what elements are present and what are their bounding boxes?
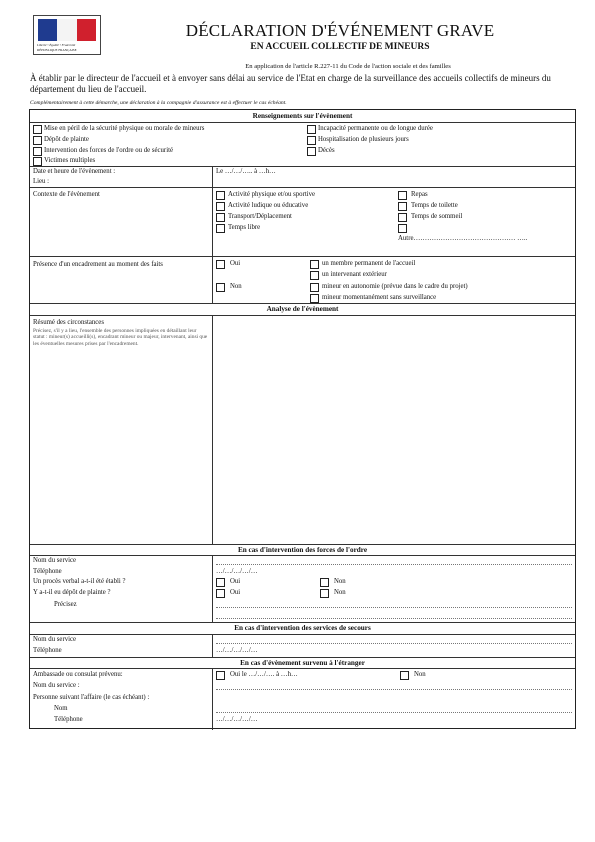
checkbox-mineur-sans-surveillance[interactable] <box>310 294 319 303</box>
etranger-nom-service-field[interactable] <box>216 689 572 690</box>
presence-label: Présence d'un encadrement au moment des faits <box>33 261 163 268</box>
logo-republic: RÉPUBLIQUE FRANÇAISE <box>37 48 77 52</box>
section-analyse-heading: Analyse de l'évènement <box>266 305 339 313</box>
resume-textarea[interactable] <box>214 317 574 542</box>
divider <box>30 256 575 257</box>
secours-telephone-label: Téléphone <box>33 647 62 654</box>
etranger-telephone-field[interactable]: …/…/…/…/… <box>216 716 258 723</box>
type-label: Hospitalisation de plusieurs jours <box>318 136 409 143</box>
type-label: Intervention des forces de l'ordre ou de sécurité <box>44 147 173 154</box>
section-forces-ordre-heading: En cas d'intervention des forces de l'ordre <box>237 546 368 554</box>
forces-telephone-label: Téléphone <box>33 568 62 575</box>
checkbox-membre-permanent[interactable] <box>310 260 319 269</box>
checkbox-contexte-temps-libre[interactable] <box>216 224 225 233</box>
presence-non-label: Non <box>230 283 242 290</box>
presence-option: un membre permanent de l'accueil <box>322 260 416 267</box>
checkbox-type-plainte[interactable] <box>33 136 42 145</box>
divider <box>30 303 575 304</box>
ambassade-question: Ambassade ou consulat prévenu: <box>33 671 123 678</box>
presence-oui-label: Oui <box>230 260 241 267</box>
page-title: DÉCLARATION D'ÉVÉNEMENT GRAVE <box>185 21 495 40</box>
divider <box>30 315 575 316</box>
contexte-option: Activité ludique ou éducative <box>228 202 309 209</box>
divider <box>30 634 575 635</box>
checkbox-type-intervention[interactable] <box>33 147 42 156</box>
checkbox-ambassade-non[interactable] <box>400 671 409 680</box>
column-divider <box>212 315 213 544</box>
type-label: Dépôt de plainte <box>44 136 89 143</box>
declaration-form <box>29 109 576 729</box>
precisez-field[interactable] <box>216 607 572 608</box>
forces-nom-service-label: Nom du service <box>33 557 77 564</box>
contexte-option: Temps libre <box>228 224 261 231</box>
checkbox-contexte-toilette[interactable] <box>398 202 407 211</box>
checkbox-type-incapacite[interactable] <box>307 125 316 134</box>
intro-text: À établir par le directeur de l'accueil et à envoyer sans délai au service de l'Etat en charge de la surveillance des accueils collectifs de mineurs du département du lieu de l'accueil. <box>30 73 551 94</box>
checkbox-type-hospitalisation[interactable] <box>307 136 316 145</box>
pv-question: Un procès verbal a-t-il été établi ? <box>33 578 126 585</box>
plainte-question: Y a-t-il eu dépôt de plainte ? <box>33 589 111 596</box>
secours-telephone-field[interactable]: …/…/…/…/… <box>216 647 258 654</box>
checkbox-intervenant-exterieur[interactable] <box>310 271 319 280</box>
divider <box>30 187 575 188</box>
legal-reference: En application de l'article R.227-11 du Code de l'action sociale et des familles <box>245 63 451 70</box>
divider <box>30 657 575 658</box>
type-label: Incapacité permanente ou de longue durée <box>318 125 433 132</box>
precisez-label: Précisez <box>54 601 77 608</box>
checkbox-contexte-activite-ludique[interactable] <box>216 202 225 211</box>
contexte-option: Temps de sommeil <box>411 213 463 220</box>
etranger-nom-label: Nom <box>54 705 68 712</box>
plainte-non-label: Non <box>334 589 346 596</box>
contexte-label: Contexte de l'évènement <box>33 191 100 198</box>
column-divider <box>212 555 213 622</box>
divider <box>30 122 575 123</box>
presence-option: mineur en autonomie (prévue dans le cadre du projet) <box>322 283 468 290</box>
plainte-oui-label: Oui <box>230 589 241 596</box>
column-divider <box>212 634 213 657</box>
checkbox-type-peril[interactable] <box>33 125 42 134</box>
secours-nom-service-label: Nom du service <box>33 636 77 643</box>
checkbox-contexte-activite-physique[interactable] <box>216 191 225 200</box>
checkbox-contexte-transport[interactable] <box>216 213 225 222</box>
divider <box>30 668 575 669</box>
section-etranger-heading: En cas d'évènement survenu à l'étranger <box>240 659 365 667</box>
date-value-field[interactable]: Le …/…/….. à …h… <box>216 168 276 175</box>
republique-francaise-logo <box>33 15 101 55</box>
checkbox-pv-non[interactable] <box>320 578 329 587</box>
divider <box>30 544 575 545</box>
personne-suivant-label: Personne suivant l'affaire (le cas échéant) : <box>33 694 150 701</box>
tricolor-flag-icon <box>38 19 96 41</box>
checkbox-type-victimes[interactable] <box>33 157 42 166</box>
section-renseignements-heading: Renseignements sur l'évènement <box>252 112 353 120</box>
checkbox-contexte-sommeil[interactable] <box>398 213 407 222</box>
presence-option: un intervenant extérieur <box>322 271 387 278</box>
autre-field[interactable]: Autre……………………………………… ….. <box>398 235 528 242</box>
presence-option: mineur momentanément sans surveillance <box>322 294 437 301</box>
pv-non-label: Non <box>334 578 346 585</box>
ambassade-non-label: Non <box>414 671 426 678</box>
column-divider <box>212 668 213 730</box>
checkbox-type-deces[interactable] <box>307 147 316 156</box>
precisez-field-line2[interactable] <box>216 618 572 619</box>
contexte-option: Activité physique et/ou sportive <box>228 191 316 198</box>
logo-motto: Liberté • Égalité • Fraternité <box>37 43 76 47</box>
ambassade-oui-date[interactable]: Oui le …/…/…. à …h… <box>230 671 298 678</box>
etranger-nom-field[interactable] <box>216 712 572 713</box>
checkbox-pv-oui[interactable] <box>216 578 225 587</box>
checkbox-contexte-repas[interactable] <box>398 191 407 200</box>
section-secours-heading: En cas d'intervention des services de secours <box>234 624 371 632</box>
page-subtitle: EN ACCUEIL COLLECTIF DE MINEURS <box>250 42 430 52</box>
etranger-nom-service-label: Nom du service : <box>33 682 80 689</box>
divider <box>30 555 575 556</box>
checkbox-plainte-oui[interactable] <box>216 589 225 598</box>
contexte-option: Transport/Déplacement <box>228 213 292 220</box>
checkbox-presence-non[interactable] <box>216 283 225 292</box>
pv-oui-label: Oui <box>230 578 241 585</box>
divider <box>30 166 575 167</box>
contexte-option: Repas <box>411 191 428 198</box>
resume-help: Précisez, s'il y a lieu, l'ensemble des personnes impliquées en détaillant leur statut : mineur(s) accueilli(s), encadrant mineur ou majeur, intervenant, ainsi que les éventuelles mesures prises par l'encadrement. <box>33 328 208 347</box>
type-label: Décès <box>318 147 335 154</box>
divider <box>30 622 575 623</box>
forces-telephone-field[interactable]: …/…/…/…/… <box>216 568 258 575</box>
resume-label: Résumé des circonstances <box>33 319 104 326</box>
checkbox-presence-oui[interactable] <box>216 260 225 269</box>
checkbox-ambassade-oui[interactable] <box>216 671 225 680</box>
secours-nom-service-field[interactable] <box>216 643 572 644</box>
date-label: Date et heure de l'évènement : <box>33 168 116 175</box>
etranger-telephone-label: Téléphone <box>54 716 83 723</box>
contexte-option: Temps de toilette <box>411 202 458 209</box>
checkbox-contexte-autre[interactable] <box>398 224 407 233</box>
type-label: Victimes multiples <box>44 157 96 164</box>
type-label: Mise en péril de la sécurité physique ou morale de mineurs <box>44 125 205 132</box>
lieu-label: Lieu : <box>33 178 50 185</box>
checkbox-mineur-autonomie[interactable] <box>310 283 319 292</box>
insurance-note: Complémentairement à cette démarche, une déclaration à la compagnie d'assurance est à effectuer le cas échéant. <box>30 100 287 106</box>
forces-nom-service-field[interactable] <box>216 564 572 565</box>
checkbox-plainte-non[interactable] <box>320 589 329 598</box>
